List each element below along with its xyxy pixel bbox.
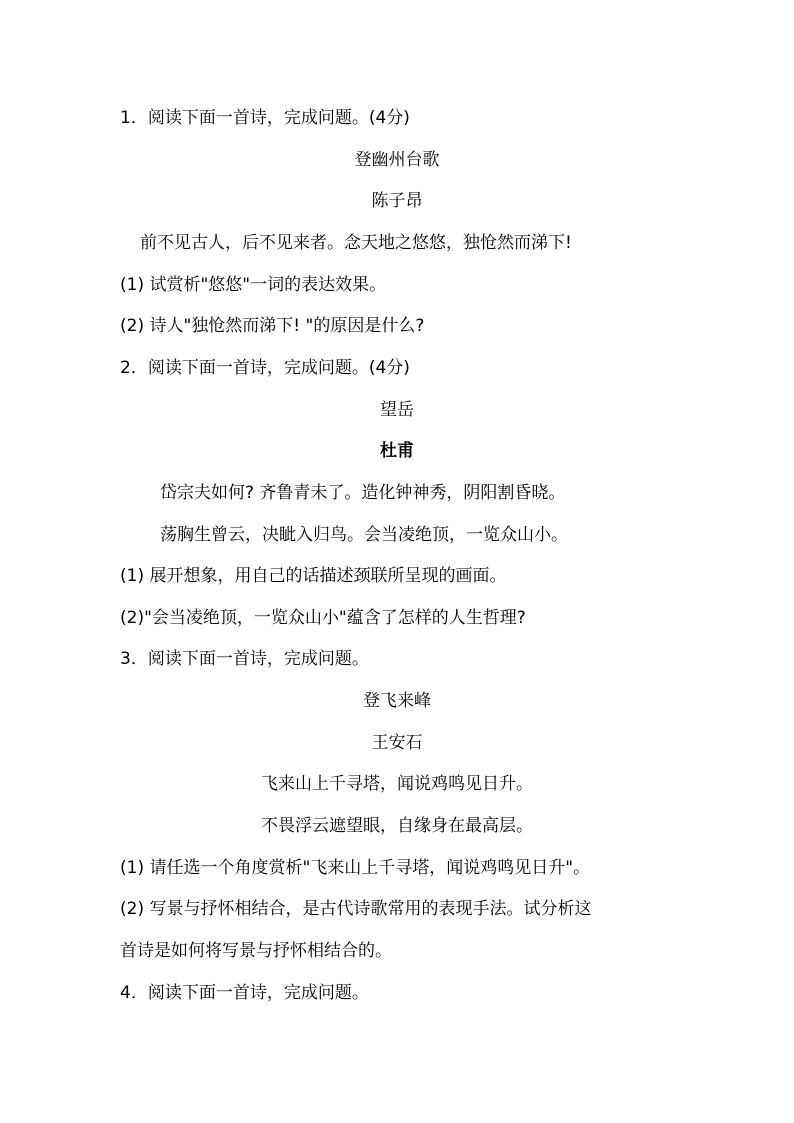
q3-sub-question-2-line-2: 首诗是如何将写景与抒怀相结合的。 — [120, 941, 392, 961]
q3-poem-line-1: 飞来山上千寻塔，闻说鸡鸣见日升。 — [261, 774, 533, 794]
q1-poem-author: 陈子昂 — [371, 191, 423, 211]
q3-sub-question-1: (1) 请任选一个角度赏析"飞来山上千寻塔，闻说鸡鸣见日升"。 — [120, 858, 591, 878]
q2-poem-line-2: 荡胸生曾云，决眦入归鸟。会当凌绝顶，一览众山小。 — [160, 525, 568, 545]
q2-sub-question-2: (2)"会当凌绝顶，一览众山小"蕴含了怎样的人生哲理? — [120, 608, 526, 628]
q3-sub-question-2-line-1: (2) 写景与抒怀相结合，是古代诗歌常用的表现手法。试分析这 — [120, 899, 592, 919]
q2-heading: 2．阅读下面一首诗，完成问题。(4分) — [120, 358, 410, 378]
q2-sub-question-1: (1) 展开想象，用自己的话描述颈联所呈现的画面。 — [120, 566, 507, 586]
q1-heading: 1．阅读下面一首诗，完成问题。(4分) — [120, 108, 410, 128]
q1-poem-title: 登幽州台歌 — [354, 150, 440, 170]
q1-poem-line-1: 前不见古人，后不见来者。念天地之悠悠，独怆然而涕下! — [140, 233, 572, 253]
q1-sub-question-2: (2) 诗人"独怆然而涕下! "的原因是什么? — [120, 316, 425, 336]
q3-poem-author: 王安石 — [371, 733, 423, 753]
q3-poem-title: 登飞来峰 — [363, 691, 431, 711]
q2-poem-author: 杜甫 — [380, 441, 414, 461]
q4-heading: 4．阅读下面一首诗，完成问题。 — [120, 983, 369, 1003]
q1-sub-question-1: (1) 试赏析"悠悠"一词的表达效果。 — [120, 275, 387, 295]
q2-poem-line-1: 岱宗夫如何? 齐鲁青未了。造化钟神秀，阴阳割昏晓。 — [160, 483, 566, 503]
q2-poem-title: 望岳 — [380, 400, 414, 420]
q3-poem-line-2: 不畏浮云遮望眼，自缘身在最高层。 — [261, 816, 533, 836]
q3-heading: 3．阅读下面一首诗，完成问题。 — [120, 649, 369, 669]
